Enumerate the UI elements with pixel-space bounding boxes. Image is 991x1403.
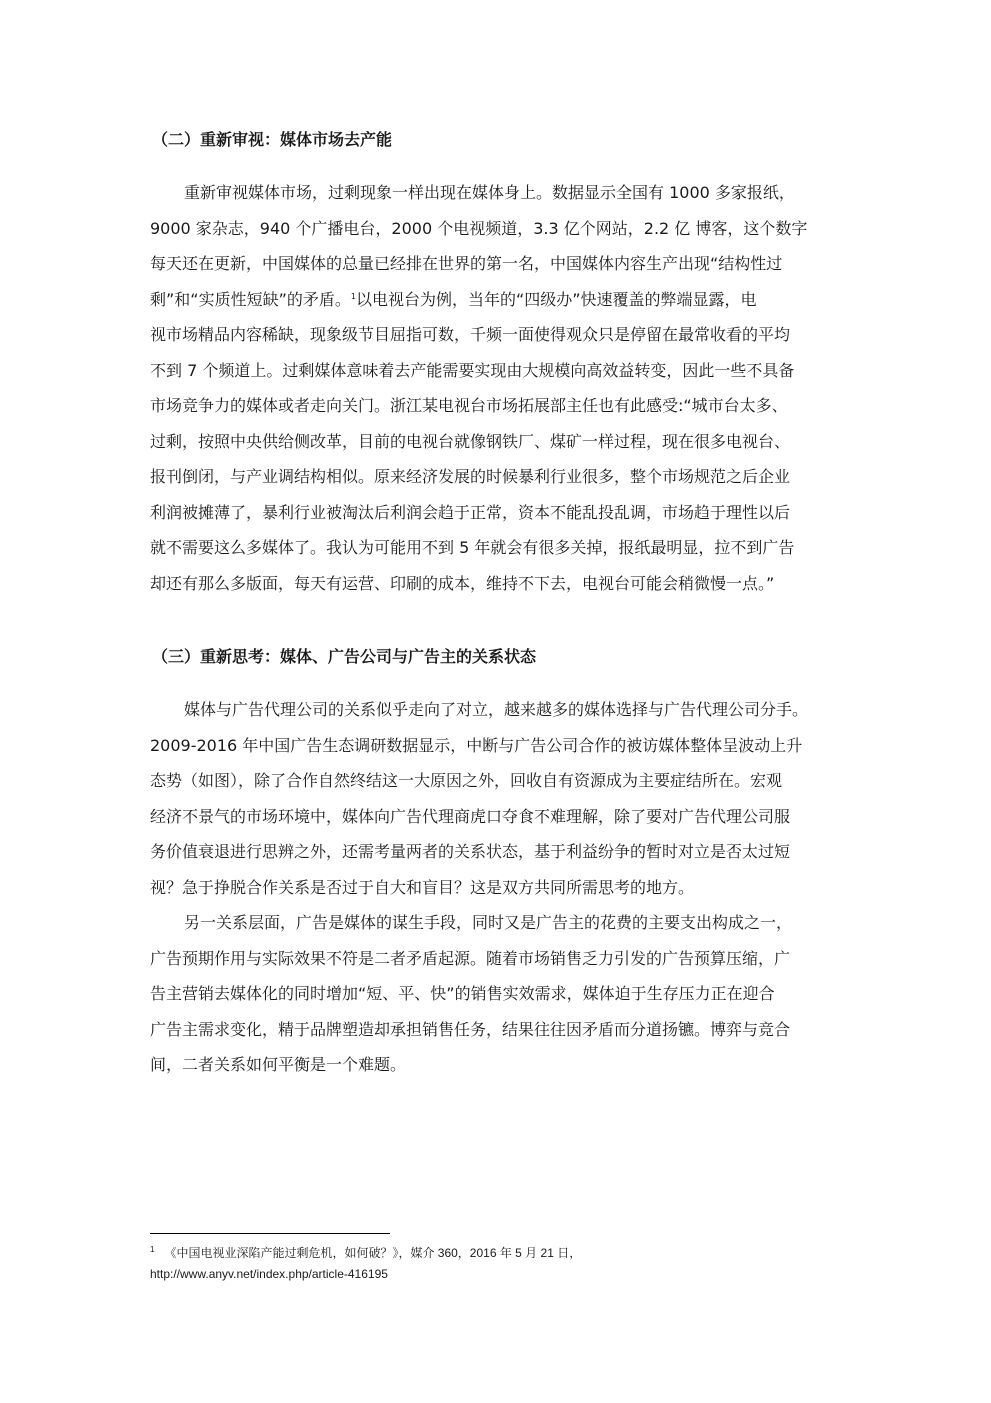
section-2-paragraph [150,175,845,601]
paragraph-line: 视？急于挣脱合作关系是否过于自大和盲目？这是双方共同所需思考的地方。 [150,877,695,897]
paragraph-line: 经济不景气的市场环境中，媒体向广告代理商虎口夺食不难理解，除了要对广告代理公司服 [150,806,791,826]
footnote-number: 1 [150,1245,155,1254]
paragraph-line: 利润被摊薄了，暴利行业被淘汰后利润会趋于正常，资本不能乱投乱调，市场趋于理性以后 [150,502,791,522]
footnote-reference[interactable]: 1 [350,291,356,301]
paragraph-line: 市场竞争力的媒体或者走向关门。浙江某电视台市场拓展部主任也有此感受:“城市台太多、 [150,396,788,415]
paragraph-line: 就不需要这么多媒体了。我认为可能用不到 5 年就会有很多关掉，报纸最明显，拉不到广告 [150,538,795,557]
footnote-url[interactable]: http://www.anyv.net/index.php/article-416195 [150,1267,388,1281]
paragraph-line: 务价值衰退进行思辨之外，还需考量两者的关系状态，基于利益纷争的暂时对立是否太过短 [150,842,791,861]
paragraph-line: 另一关系层面，广告是媒体的谋生手段，同时又是广告主的花费的主要支出构成之一， [184,913,793,932]
paragraph-line: 间，二者关系如何平衡是一个难题。 [150,1055,407,1074]
paragraph-line: 过剩，按照中央供给侧改革，目前的电视台就像钢铁厂、煤矿一样过程，现在很多电视台、 [150,431,791,451]
footnote-text: 《中国电视业深陷产能过剩危机，如何破？》，媒介 360，2016 年 5 月 21 日， [164,1246,582,1260]
paragraph-line-part: 剩”和“实质性短缺”的矛盾。 [150,289,351,309]
paragraph-line: 重新审视媒体市场，过剩现象一样出现在媒体身上。数据显示全国有 1000 多家报纸， [184,183,795,202]
paragraph-line [150,282,845,318]
paragraph-line: 9000 家杂志，940 个广播电台，2000 个电视频道，3.3 亿个网站，2.2 亿 博客，这个数字 [150,218,808,238]
section-heading-2: （二）重新审视：媒体市场去产能 [152,130,393,149]
paragraph-line: 却还有那么多版面，每天有运营、印刷的成本，维持不下去，电视台可能会稍微慢一点。” [150,573,775,593]
paragraph-line: 告主营销去媒体化的同时增加“短、平、快”的销售实效需求，媒体迫于生存压力正在迎合 [150,984,775,1003]
paragraph-line: 视市场精品内容稀缺，现象级节目屈指可数，千频一面使得观众只是停留在最常收看的平均 [150,325,791,344]
footnote-divider [150,1233,390,1234]
paragraph-line: 每天还在更新，中国媒体的总量已经排在世界的第一名，中国媒体内容生产出现“结构性过 [150,254,783,273]
section-3-paragraph-1 [150,692,845,905]
section-heading-3: （三）重新思考：媒体、广告公司与广告主的关系状态 [152,647,537,666]
footnote-line [150,1243,850,1264]
footnote [150,1243,850,1285]
section-3-paragraph-2 [150,905,845,1083]
paragraph-line: 广告主需求变化，精于品牌塑造却承担销售任务，结果往往因矛盾而分道扬镳。博弈与竞合 [150,1019,791,1039]
paragraph-line: 报刊倒闭，与产业调结构相似。原来经济发展的时候暴利行业很多，整个市场规范之后企业 [150,467,791,486]
paragraph-line: 不到 7 个频道上。过剩媒体意味着去产能需要实现由大规模向高效益转变，因此一些不具备 [150,360,795,380]
paragraph-line: 态势（如图），除了合作自然终结这一大原因之外，回收自有资源成为主要症结所在。宏观 [150,771,783,790]
paragraph-line-part: 以电视台为例，当年的“四级办”快速覆盖的弊端显露，电 [355,289,757,309]
paragraph-line: 2009-2016 年中国广告生态调研数据显示，中断与广告公司合作的被访媒体整体呈波动上升 [150,735,803,755]
paragraph-line: 媒体与广告代理公司的关系似乎走向了对立，越来越多的媒体选择与广告代理公司分手。 [184,700,809,719]
paragraph-line: 广告预期作用与实际效果不符是二者矛盾起源。随着市场销售乏力引发的广告预算压缩，广 [150,948,791,968]
